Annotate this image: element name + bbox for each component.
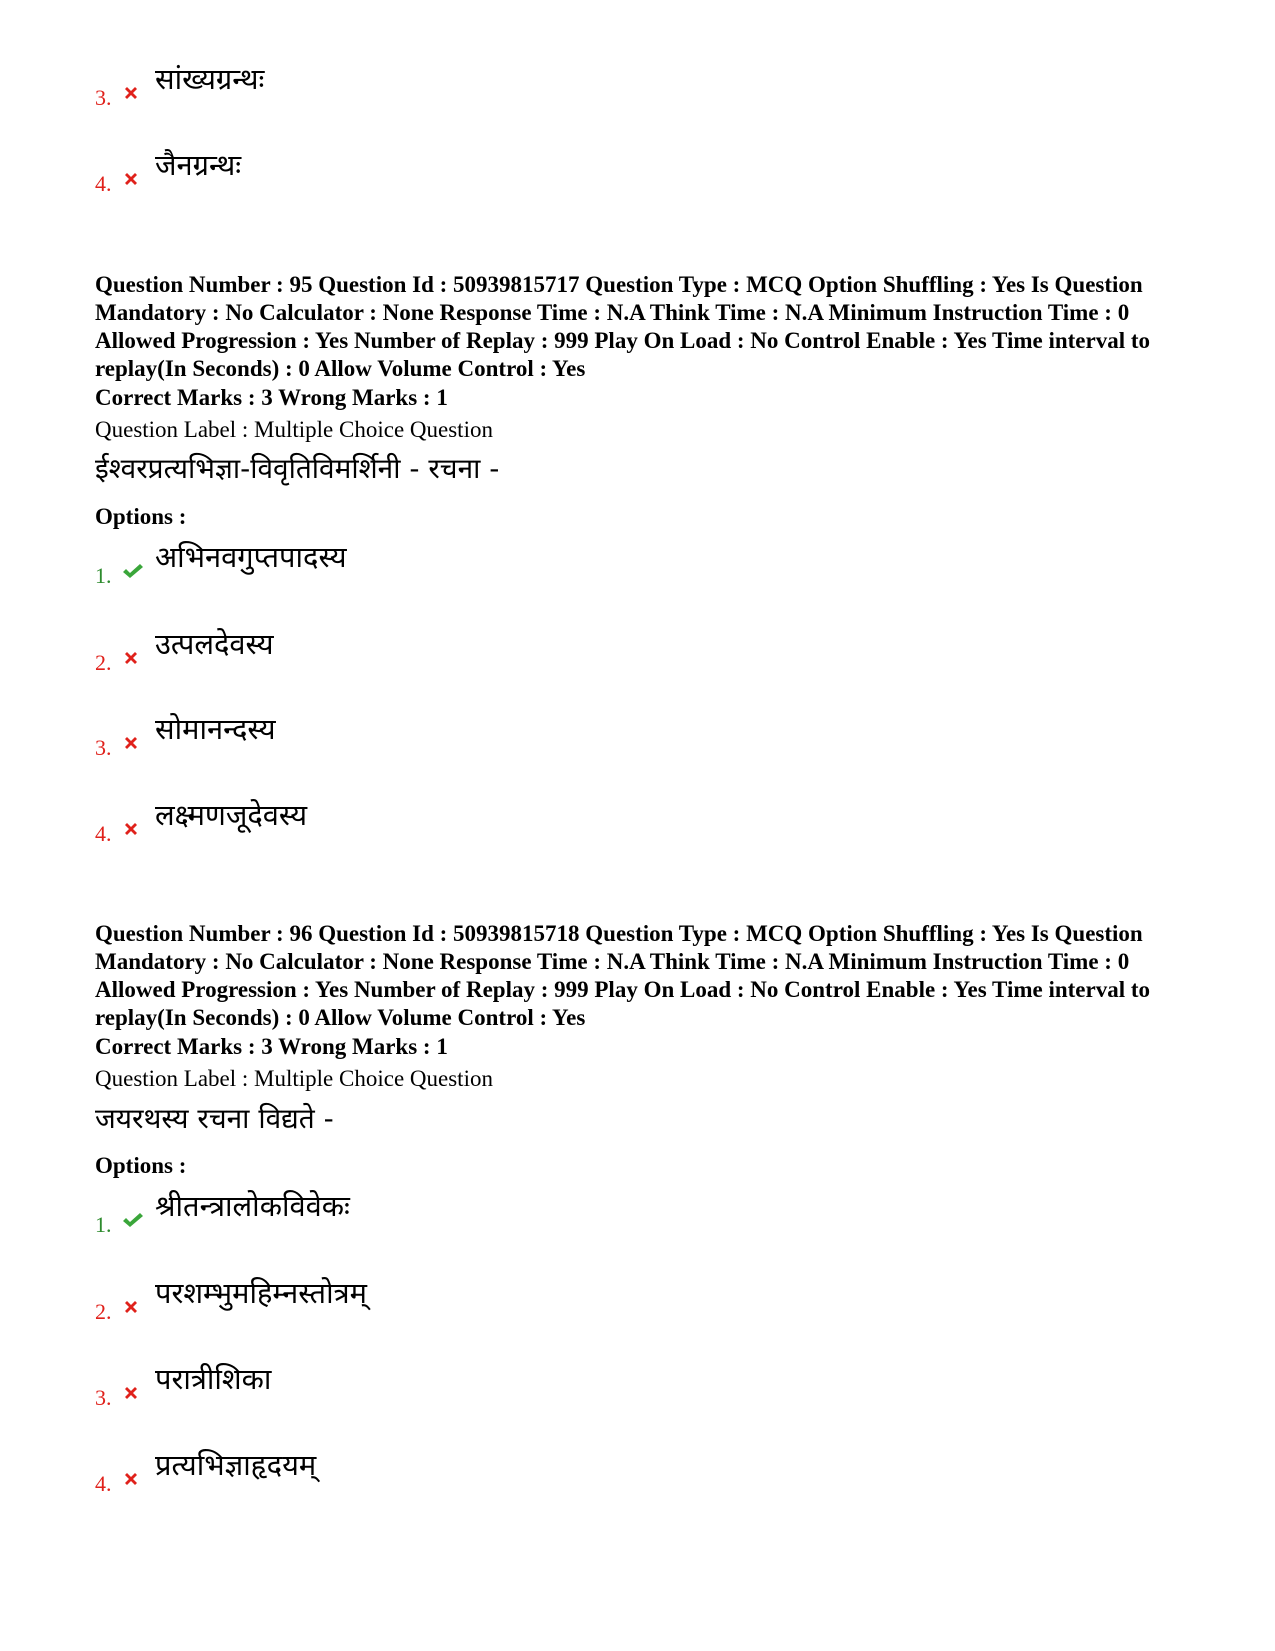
cross-icon	[122, 1384, 140, 1402]
question-text: जयरथस्य रचना विद्यते -	[95, 1102, 334, 1135]
option-item	[95, 627, 695, 687]
question-label: Question Label : Multiple Choice Question	[95, 417, 493, 442]
question-marks: Correct Marks : 3 Wrong Marks : 1	[95, 1034, 448, 1059]
cross-icon	[122, 1470, 140, 1488]
option-text: सोमानन्दस्य	[155, 712, 276, 746]
cross-icon	[122, 84, 140, 102]
question-text: ईश्वरप्रत्यभिज्ञा-विवृतिविमर्शिनी - रचना -	[95, 452, 500, 485]
option-item	[95, 1448, 695, 1508]
option-item	[95, 798, 695, 858]
option-item	[95, 712, 695, 772]
cross-icon	[122, 734, 140, 752]
option-item	[95, 148, 695, 208]
question-marks: Correct Marks : 3 Wrong Marks : 1	[95, 385, 448, 410]
options-heading: Options :	[95, 504, 187, 529]
option-text: लक्ष्मणजूदेवस्य	[155, 798, 308, 832]
option-number: 1.	[95, 563, 112, 588]
option-number: 1.	[95, 1212, 112, 1237]
question-meta: Question Number : 95 Question Id : 50939815717 Question Type : MCQ Option Shuffling : Yes Is Question Mandatory : No Calculator : None Response Time : N.A Think Time : N.A Minimum Instruction Time : 0 Allowed Progression : Yes Number of Replay : 999 Play On Load : No Control Enable : Yes Time interval to replay(In Seconds) : 0 Allow Volume Control : Yes	[95, 272, 1151, 381]
option-text: प्रत्यभिज्ञाहृदयम्	[155, 1448, 317, 1482]
option-number: 2.	[95, 1299, 112, 1324]
option-item	[95, 62, 695, 122]
question-label: Question Label : Multiple Choice Question	[95, 1066, 493, 1091]
option-text: सांख्यग्रन्थः	[155, 62, 265, 96]
option-number: 3.	[95, 85, 112, 110]
option-number: 4.	[95, 1471, 112, 1496]
cross-icon	[122, 820, 140, 838]
option-number: 2.	[95, 650, 112, 675]
option-text: परात्रीशिका	[155, 1362, 272, 1396]
option-text: जैनग्रन्थः	[155, 148, 242, 182]
option-item	[95, 1189, 695, 1249]
option-item	[95, 1276, 695, 1336]
check-icon	[122, 1211, 144, 1229]
cross-icon	[122, 1298, 140, 1316]
check-icon	[122, 562, 144, 580]
option-number: 3.	[95, 1385, 112, 1410]
option-number: 4.	[95, 821, 112, 846]
option-item	[95, 540, 695, 600]
question-meta: Question Number : 96 Question Id : 50939815718 Question Type : MCQ Option Shuffling : Yes Is Question Mandatory : No Calculator : None Response Time : N.A Think Time : N.A Minimum Instruction Time : 0 Allowed Progression : Yes Number of Replay : 999 Play On Load : No Control Enable : Yes Time interval to replay(In Seconds) : 0 Allow Volume Control : Yes	[95, 921, 1151, 1030]
option-item	[95, 1362, 695, 1422]
option-text: श्रीतन्त्रालोकविवेकः	[155, 1189, 350, 1223]
cross-icon	[122, 649, 140, 667]
options-heading: Options :	[95, 1153, 187, 1178]
cross-icon	[122, 170, 140, 188]
option-number: 4.	[95, 171, 112, 196]
option-text: परशम्भुमहिम्नस्तोत्रम्	[155, 1276, 367, 1310]
option-text: अभिनवगुप्तपादस्य	[155, 540, 347, 574]
option-number: 3.	[95, 735, 112, 760]
option-text: उत्पलदेवस्य	[155, 627, 274, 661]
